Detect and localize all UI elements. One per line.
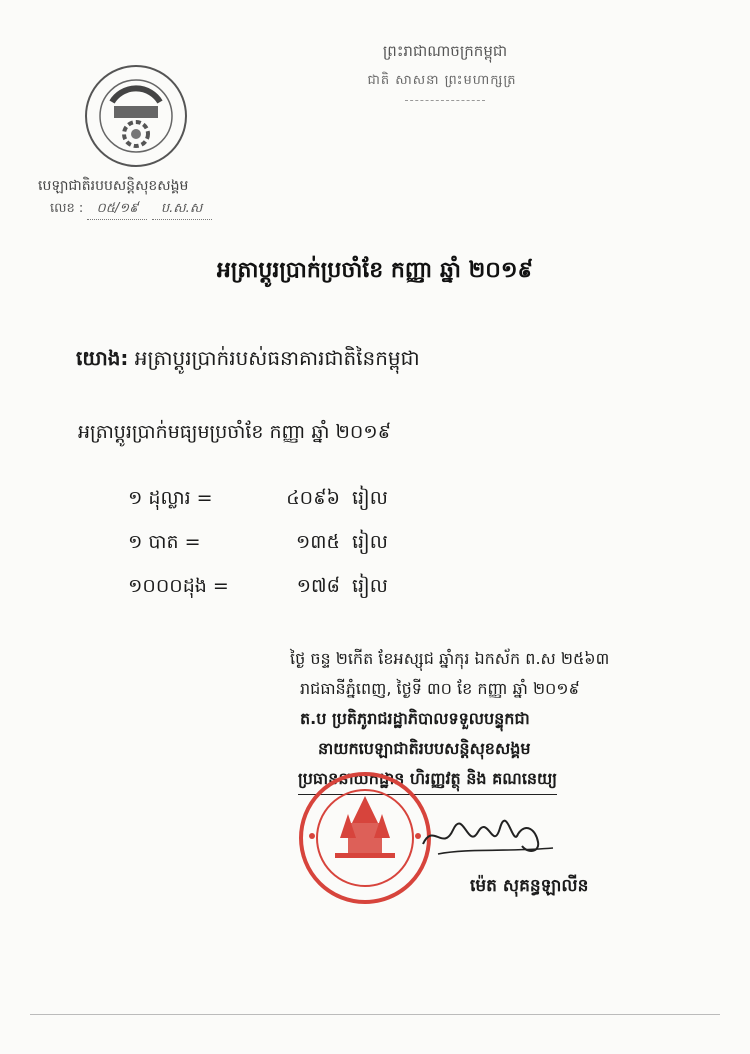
reference-label: យោង: [76, 346, 129, 370]
rate-value: ១៧៨ [296, 575, 340, 597]
average-rate-heading: អត្រាប្តូរប្រាក់មធ្យមប្រចាំខែ កញ្ញា ឆ្នាំ ២០១៩ [78, 421, 392, 443]
signatory-line-3-text: ប្រធាននាយកដ្ឋាន ហិរញ្ញវត្ថុ និង គណនេយ្យ [298, 769, 558, 788]
footer-divider [30, 1014, 720, 1015]
rate-row-usd [128, 486, 388, 514]
document-title: អត្រាប្តូរប្រាក់ប្រចាំខែ កញ្ញា ឆ្នាំ ២០១៩ [216, 258, 534, 283]
rate-value: ១៣៥ [295, 531, 340, 553]
rate-currency: រៀល [352, 575, 388, 597]
kingdom-heading: ព្រះរាជាណាចក្រកម្ពុជា [382, 42, 508, 60]
header-divider [405, 100, 485, 101]
reference-line [76, 345, 420, 375]
rate-currency: រៀល [352, 531, 388, 553]
rate-currency: រៀល [352, 487, 388, 509]
rate-row-thb [128, 530, 388, 558]
signatory-line-2: នាយកបេឡាជាតិរបបសន្តិសុខសង្គម [318, 739, 531, 758]
rate-unit: ១ បាត = [128, 531, 201, 553]
ref-number: ០៥/១៩ [87, 200, 147, 220]
reference-text: អត្រាប្តូរប្រាក់របស់ធនាគារជាតិនៃកម្ពុជា [134, 346, 420, 370]
nssf-logo [82, 62, 190, 170]
rate-row-vnd [128, 574, 388, 602]
organization-name: បេឡាជាតិរបបសន្តិសុខសង្គម [38, 178, 189, 194]
signatory-name: ម៉េត សុគន្ធឡាលីន [470, 876, 589, 896]
handwritten-signature [418, 812, 558, 862]
rate-unit: ១០០០ដុង = [128, 575, 229, 597]
ref-suffix: ប.ស.ស [152, 200, 212, 220]
ref-prefix: លេខ : [50, 201, 84, 216]
reference-number [50, 200, 212, 220]
rate-unit: ១ ដុល្លារ = [128, 487, 213, 509]
solar-date: រាជធានីភ្នំពេញ, ថ្ងៃទី ៣០ ខែ កញ្ញា ឆ្នាំ ២០១៩ [300, 679, 580, 698]
national-motto: ជាតិ សាសនា ព្រះមហាក្សត្រ [367, 73, 517, 88]
signatory-line-1: ត.ប ប្រតិភូរាជរដ្ឋាភិបាលទទួលបន្ទុកជា [300, 709, 530, 728]
lunar-date: ថ្ងៃ ចន្ទ ២កើត ខែអស្សុជ ឆ្នាំកុរ ឯកស័ក ព.ស ២៥៦៣ [290, 649, 610, 668]
rate-value: ៤០៩៦ [286, 487, 340, 509]
